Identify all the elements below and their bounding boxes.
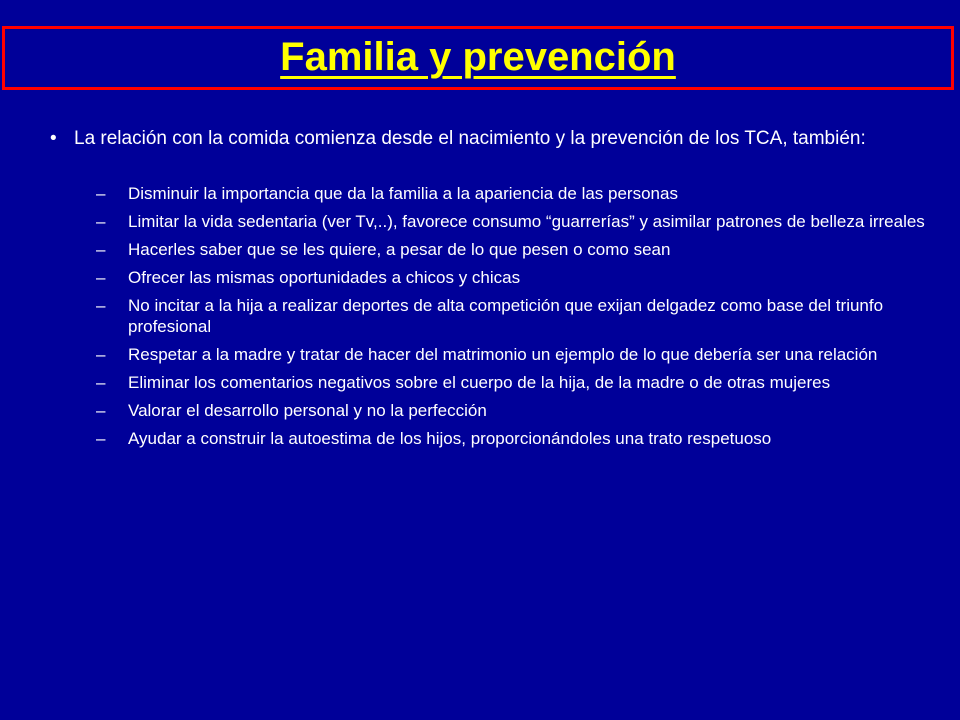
sub-item-text: Eliminar los comentarios negativos sobre el cuerpo de la hija, de la madre o de otras mujeres bbox=[128, 373, 831, 392]
dash-marker: – bbox=[96, 296, 106, 315]
sub-item bbox=[96, 428, 930, 449]
main-bullet bbox=[50, 127, 930, 151]
sub-item bbox=[96, 267, 930, 288]
sub-item bbox=[96, 344, 930, 365]
sub-item bbox=[96, 400, 930, 421]
sub-item-text: No incitar a la hija a realizar deportes de alta competición que exijan delgadez como base del triunfo profesional bbox=[128, 296, 884, 336]
sub-item-text: Ofrecer las mismas oportunidades a chicos y chicas bbox=[128, 268, 521, 287]
sub-item-text: Hacerles saber que se les quiere, a pesar de lo que pesen o como sean bbox=[128, 240, 671, 259]
sub-list bbox=[50, 183, 930, 449]
sub-item-text: Limitar la vida sedentaria (ver Tv,..), favorece consumo “guarrerías” y asimilar patrones de belleza irreales bbox=[128, 212, 925, 231]
dash-marker: – bbox=[96, 184, 106, 203]
dash-marker: – bbox=[96, 345, 106, 364]
sub-item-text: Disminuir la importancia que da la familia a la apariencia de las personas bbox=[128, 184, 678, 203]
bullet-marker: • bbox=[50, 128, 57, 149]
dash-marker: – bbox=[96, 212, 106, 231]
dash-marker: – bbox=[96, 373, 106, 392]
sub-item bbox=[96, 372, 930, 393]
sub-item bbox=[96, 239, 930, 260]
dash-marker: – bbox=[96, 268, 106, 287]
dash-marker: – bbox=[96, 401, 106, 420]
title-box bbox=[2, 26, 954, 90]
sub-item bbox=[96, 295, 930, 337]
dash-marker: – bbox=[96, 240, 106, 259]
sub-item bbox=[96, 183, 930, 204]
slide-content bbox=[50, 127, 930, 456]
sub-item bbox=[96, 211, 930, 232]
sub-item-text: Ayudar a construir la autoestima de los hijos, proporcionándoles una trato respetuoso bbox=[128, 429, 772, 448]
slide-title: Familia y prevención bbox=[280, 35, 676, 79]
dash-marker: – bbox=[96, 429, 106, 448]
sub-item-text: Respetar a la madre y tratar de hacer del matrimonio un ejemplo de lo que debería ser una relación bbox=[128, 345, 878, 364]
sub-item-text: Valorar el desarrollo personal y no la perfección bbox=[128, 401, 487, 420]
main-bullet-text: La relación con la comida comienza desde el nacimiento y la prevención de los TCA, también: bbox=[74, 128, 866, 149]
